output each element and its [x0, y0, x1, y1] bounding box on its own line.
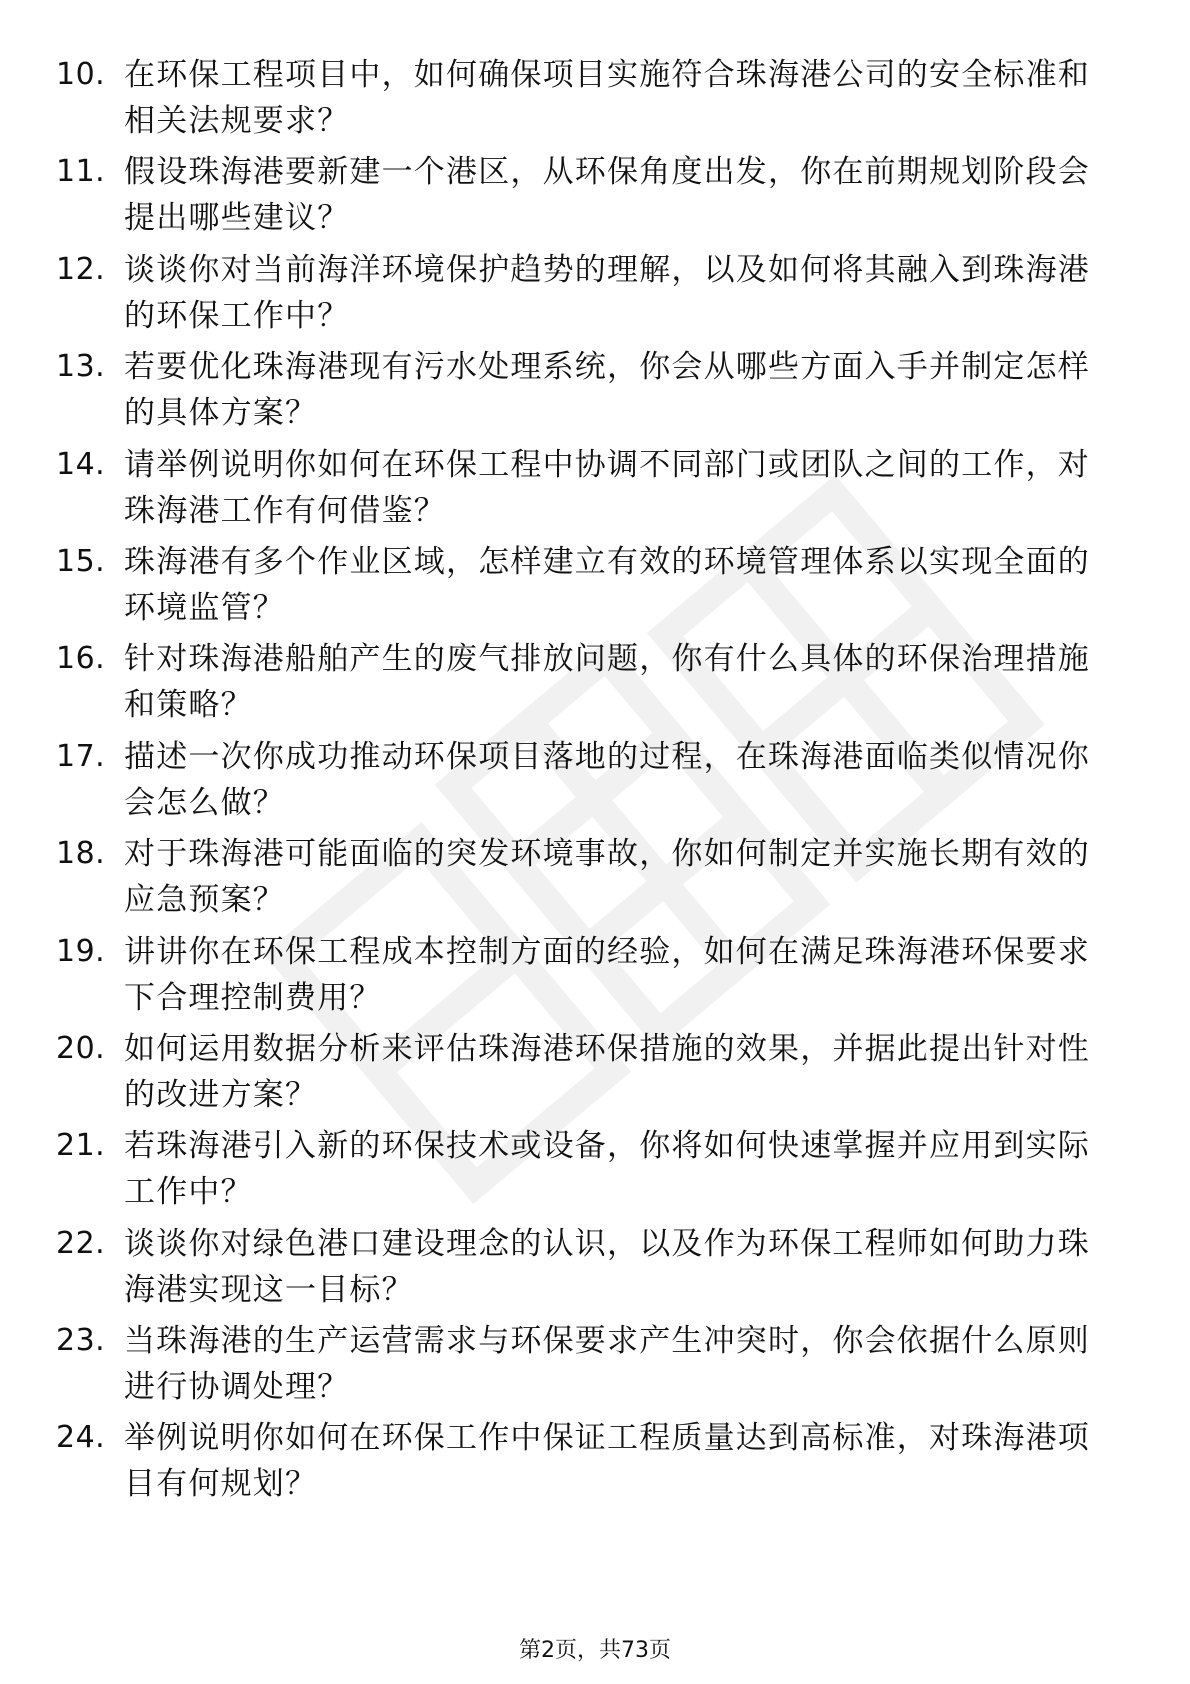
question-text: 谈谈你对当前海洋环境保护趋势的理解，以及如何将其融入到珠海港的环保工作中？: [124, 251, 1090, 334]
question-number: 11.: [56, 154, 106, 190]
question-item: [0, 636, 1190, 733]
question-text: 针对珠海港船舶产生的废气排放问题，你有什么具体的环保治理措施和策略？: [124, 641, 1090, 724]
question-item: [0, 831, 1190, 928]
question-number: 15.: [56, 543, 106, 579]
question-item: [0, 247, 1190, 344]
question-item: [0, 344, 1190, 441]
question-item: [0, 149, 1190, 246]
question-text: 谈谈你对绿色港口建设理念的认识，以及作为环保工程师如何助力珠海港实现这一目标？: [124, 1225, 1090, 1308]
question-item: [0, 1415, 1190, 1512]
question-item: [0, 52, 1190, 149]
question-item: [0, 539, 1190, 636]
question-item: [0, 442, 1190, 539]
question-item: [0, 1221, 1190, 1318]
question-item: [0, 929, 1190, 1026]
question-number: 21.: [56, 1128, 106, 1164]
question-text: 如何运用数据分析来评估珠海港环保措施的效果，并据此提出针对性的改进方案？: [124, 1030, 1090, 1113]
question-text: 对于珠海港可能面临的突发环境事故，你如何制定并实施长期有效的应急预案？: [124, 836, 1090, 919]
question-number: 17.: [56, 738, 106, 774]
question-number: 10.: [56, 57, 106, 92]
question-number: 24.: [56, 1420, 106, 1456]
question-text: 讲讲你在环保工程成本控制方面的经验，如何在满足珠海港环保要求下合理控制费用？: [124, 933, 1090, 1016]
question-item: [0, 1318, 1190, 1415]
question-list: [0, 52, 1190, 1513]
question-item: [0, 1123, 1190, 1220]
question-text: 假设珠海港要新建一个港区，从环保角度出发，你在前期规划阶段会提出哪些建议？: [124, 154, 1090, 237]
question-number: 14.: [56, 446, 106, 482]
question-number: 20.: [56, 1030, 106, 1066]
page-number-footer: 第2页，共73页: [519, 1638, 671, 1663]
question-text: 请举例说明你如何在环保工程中协调不同部门或团队之间的工作，对珠海港工作有何借鉴？: [124, 446, 1090, 529]
question-number: 23.: [56, 1323, 106, 1359]
question-text: 若要优化珠海港现有污水处理系统，你会从哪些方面入手并制定怎样的具体方案？: [124, 349, 1090, 432]
question-item: [0, 734, 1190, 831]
question-text: 当珠海港的生产运营需求与环保要求产生冲突时，你会依据什么原则进行协调处理？: [124, 1323, 1090, 1406]
question-text: 举例说明你如何在环保工作中保证工程质量达到高标准，对珠海港项目有何规划？: [124, 1420, 1090, 1503]
question-number: 16.: [56, 641, 106, 677]
question-text: 珠海港有多个作业区域，怎样建立有效的环境管理体系以实现全面的环境监管？: [124, 543, 1090, 626]
question-number: 18.: [56, 836, 106, 872]
question-text: 描述一次你成功推动环保项目落地的过程，在珠海港面临类似情况你会怎么做？: [124, 738, 1090, 821]
question-number: 19.: [56, 933, 106, 969]
question-number: 12.: [56, 251, 106, 287]
question-number: 22.: [56, 1225, 106, 1261]
question-text: 在环保工程项目中，如何确保项目实施符合珠海港公司的安全标准和相关法规要求？: [124, 57, 1090, 139]
question-number: 13.: [56, 349, 106, 385]
question-text: 若珠海港引入新的环保技术或设备，你将如何快速掌握并应用到实际工作中？: [124, 1128, 1090, 1211]
question-item: [0, 1026, 1190, 1123]
